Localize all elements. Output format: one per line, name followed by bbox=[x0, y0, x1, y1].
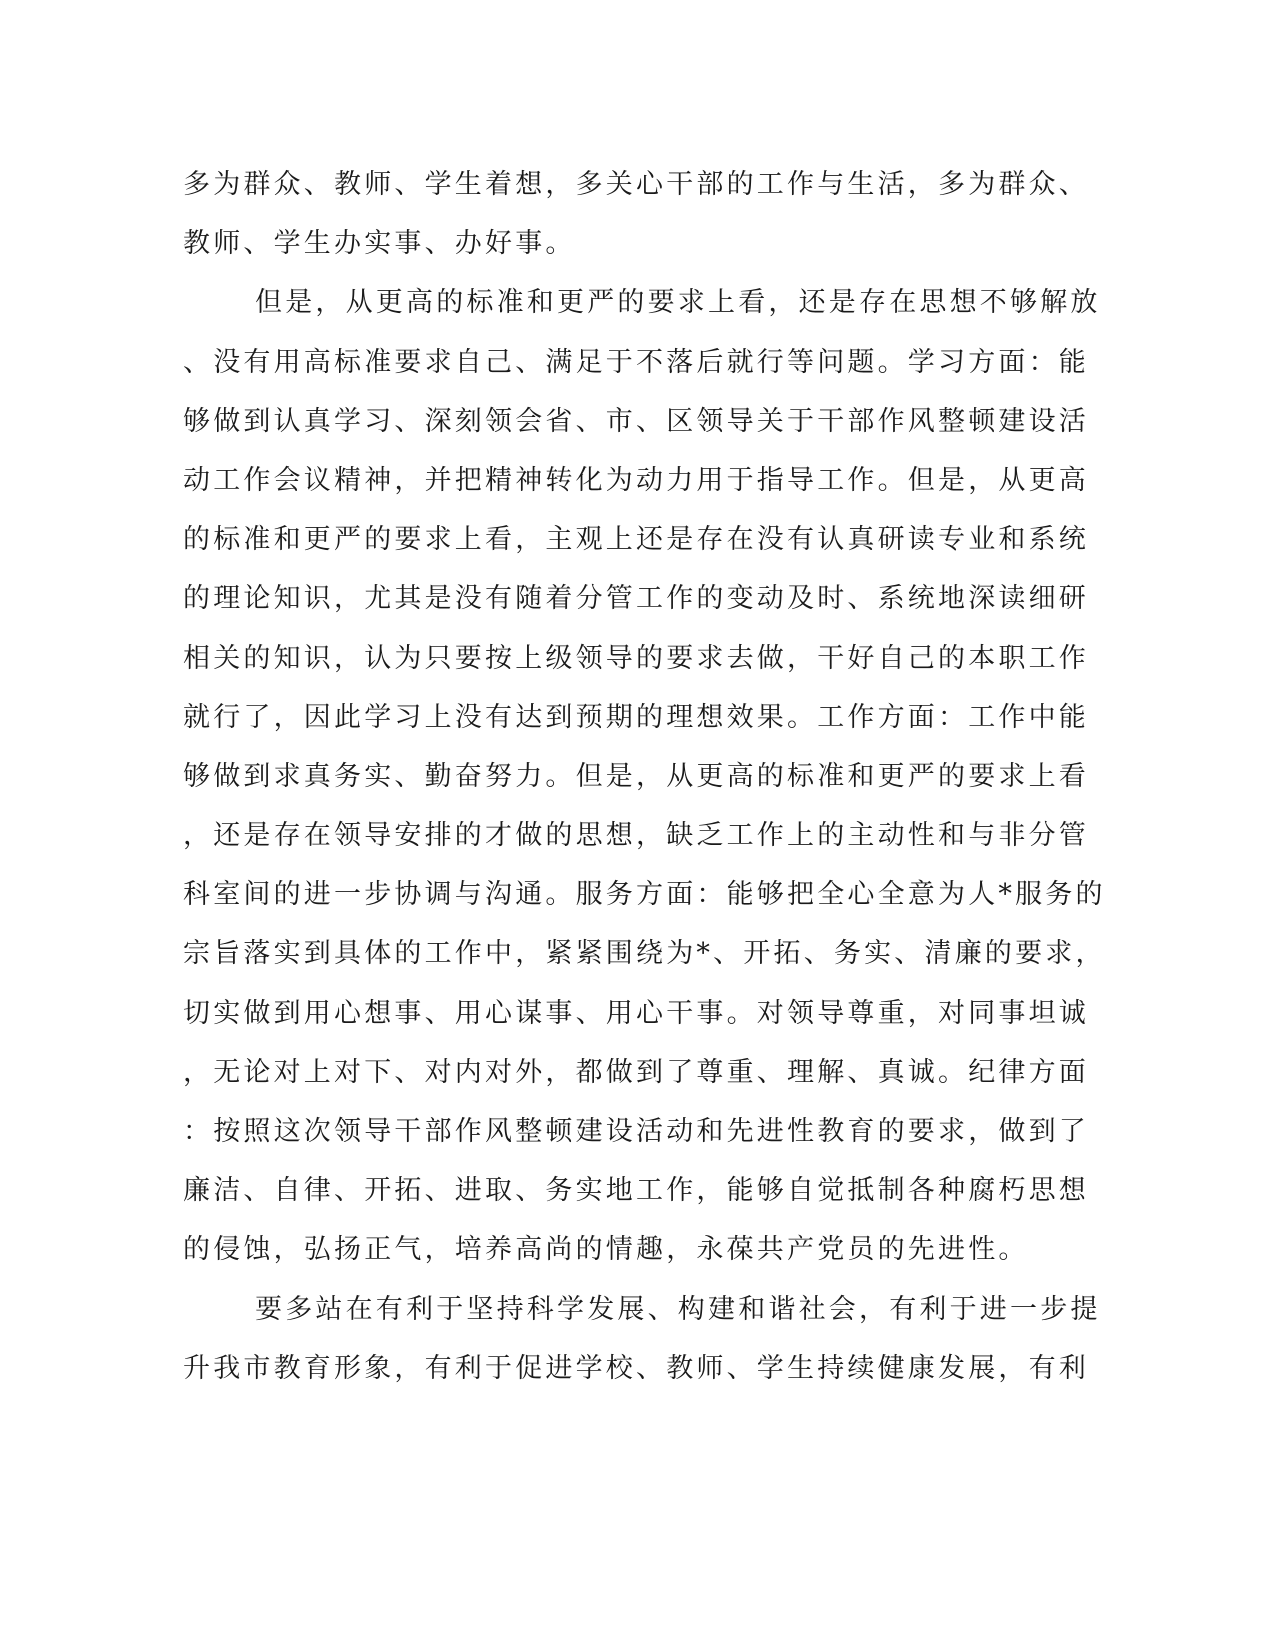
paragraph-start-line: 要多站在有利于坚持科学发展、构建和谐社会，有利于进一步提 bbox=[255, 1293, 1101, 1325]
text-line: 教师、学生办实事、办好事。 bbox=[183, 228, 576, 260]
text-line: 动工作会议精神，并把精神转化为动力用于指导工作。但是，从更高 bbox=[183, 464, 1089, 496]
text-line: 的侵蚀，弘扬正气，培养高尚的情趣，永葆共产党员的先进性。 bbox=[183, 1234, 1029, 1266]
text-line: ，还是存在领导安排的才做的思想，缺乏工作上的主动性和与非分管 bbox=[183, 820, 1089, 852]
text-line: 切实做到用心想事、用心谋事、用心干事。对领导尊重，对同事坦诚 bbox=[183, 997, 1089, 1029]
text-line: 宗旨落实到具体的工作中，紧紧围绕为*、开拓、务实、清廉的要求， bbox=[183, 938, 1106, 970]
text-line: 够做到求真务实、勤奋努力。但是，从更高的标准和更严的要求上看 bbox=[183, 760, 1089, 792]
text-line: 、没有用高标准要求自己、满足于不落后就行等问题。学习方面：能 bbox=[183, 346, 1089, 378]
text-line: ：按照这次领导干部作风整顿建设活动和先进性教育的要求，做到了 bbox=[183, 1116, 1089, 1147]
text-line: 多为群众、教师、学生着想，多关心干部的工作与生活，多为群众、 bbox=[183, 169, 1089, 200]
text-line: 廉洁、自律、开拓、进取、务实地工作，能够自觉抵制各种腐朽思想 bbox=[183, 1175, 1089, 1207]
document-body bbox=[183, 155, 1106, 1398]
text-line: 的标准和更严的要求上看，主观上还是存在没有认真研读专业和系统 bbox=[183, 524, 1089, 556]
text-line: 的理论知识，尤其是没有随着分管工作的变动及时、系统地深读细研 bbox=[183, 583, 1089, 615]
text-line: 就行了，因此学习上没有达到预期的理想效果。工作方面：工作中能 bbox=[183, 701, 1089, 733]
paragraph-start-line: 但是，从更高的标准和更严的要求上看，还是存在思想不够解放 bbox=[255, 287, 1101, 319]
text-line: 升我市教育形象，有利于促进学校、教师、学生持续健康发展，有利 bbox=[183, 1352, 1089, 1384]
text-line: 相关的知识，认为只要按上级领导的要求去做，干好自己的本职工作 bbox=[183, 642, 1089, 674]
text-line: ，无论对上对下、对内对外，都做到了尊重、理解、真诚。纪律方面 bbox=[183, 1056, 1089, 1088]
text-line: 科室间的进一步协调与沟通。服务方面：能够把全心全意为人*服务的 bbox=[183, 879, 1106, 911]
text-line: 够做到认真学习、深刻领会省、市、区领导关于干部作风整顿建设活 bbox=[183, 405, 1089, 437]
